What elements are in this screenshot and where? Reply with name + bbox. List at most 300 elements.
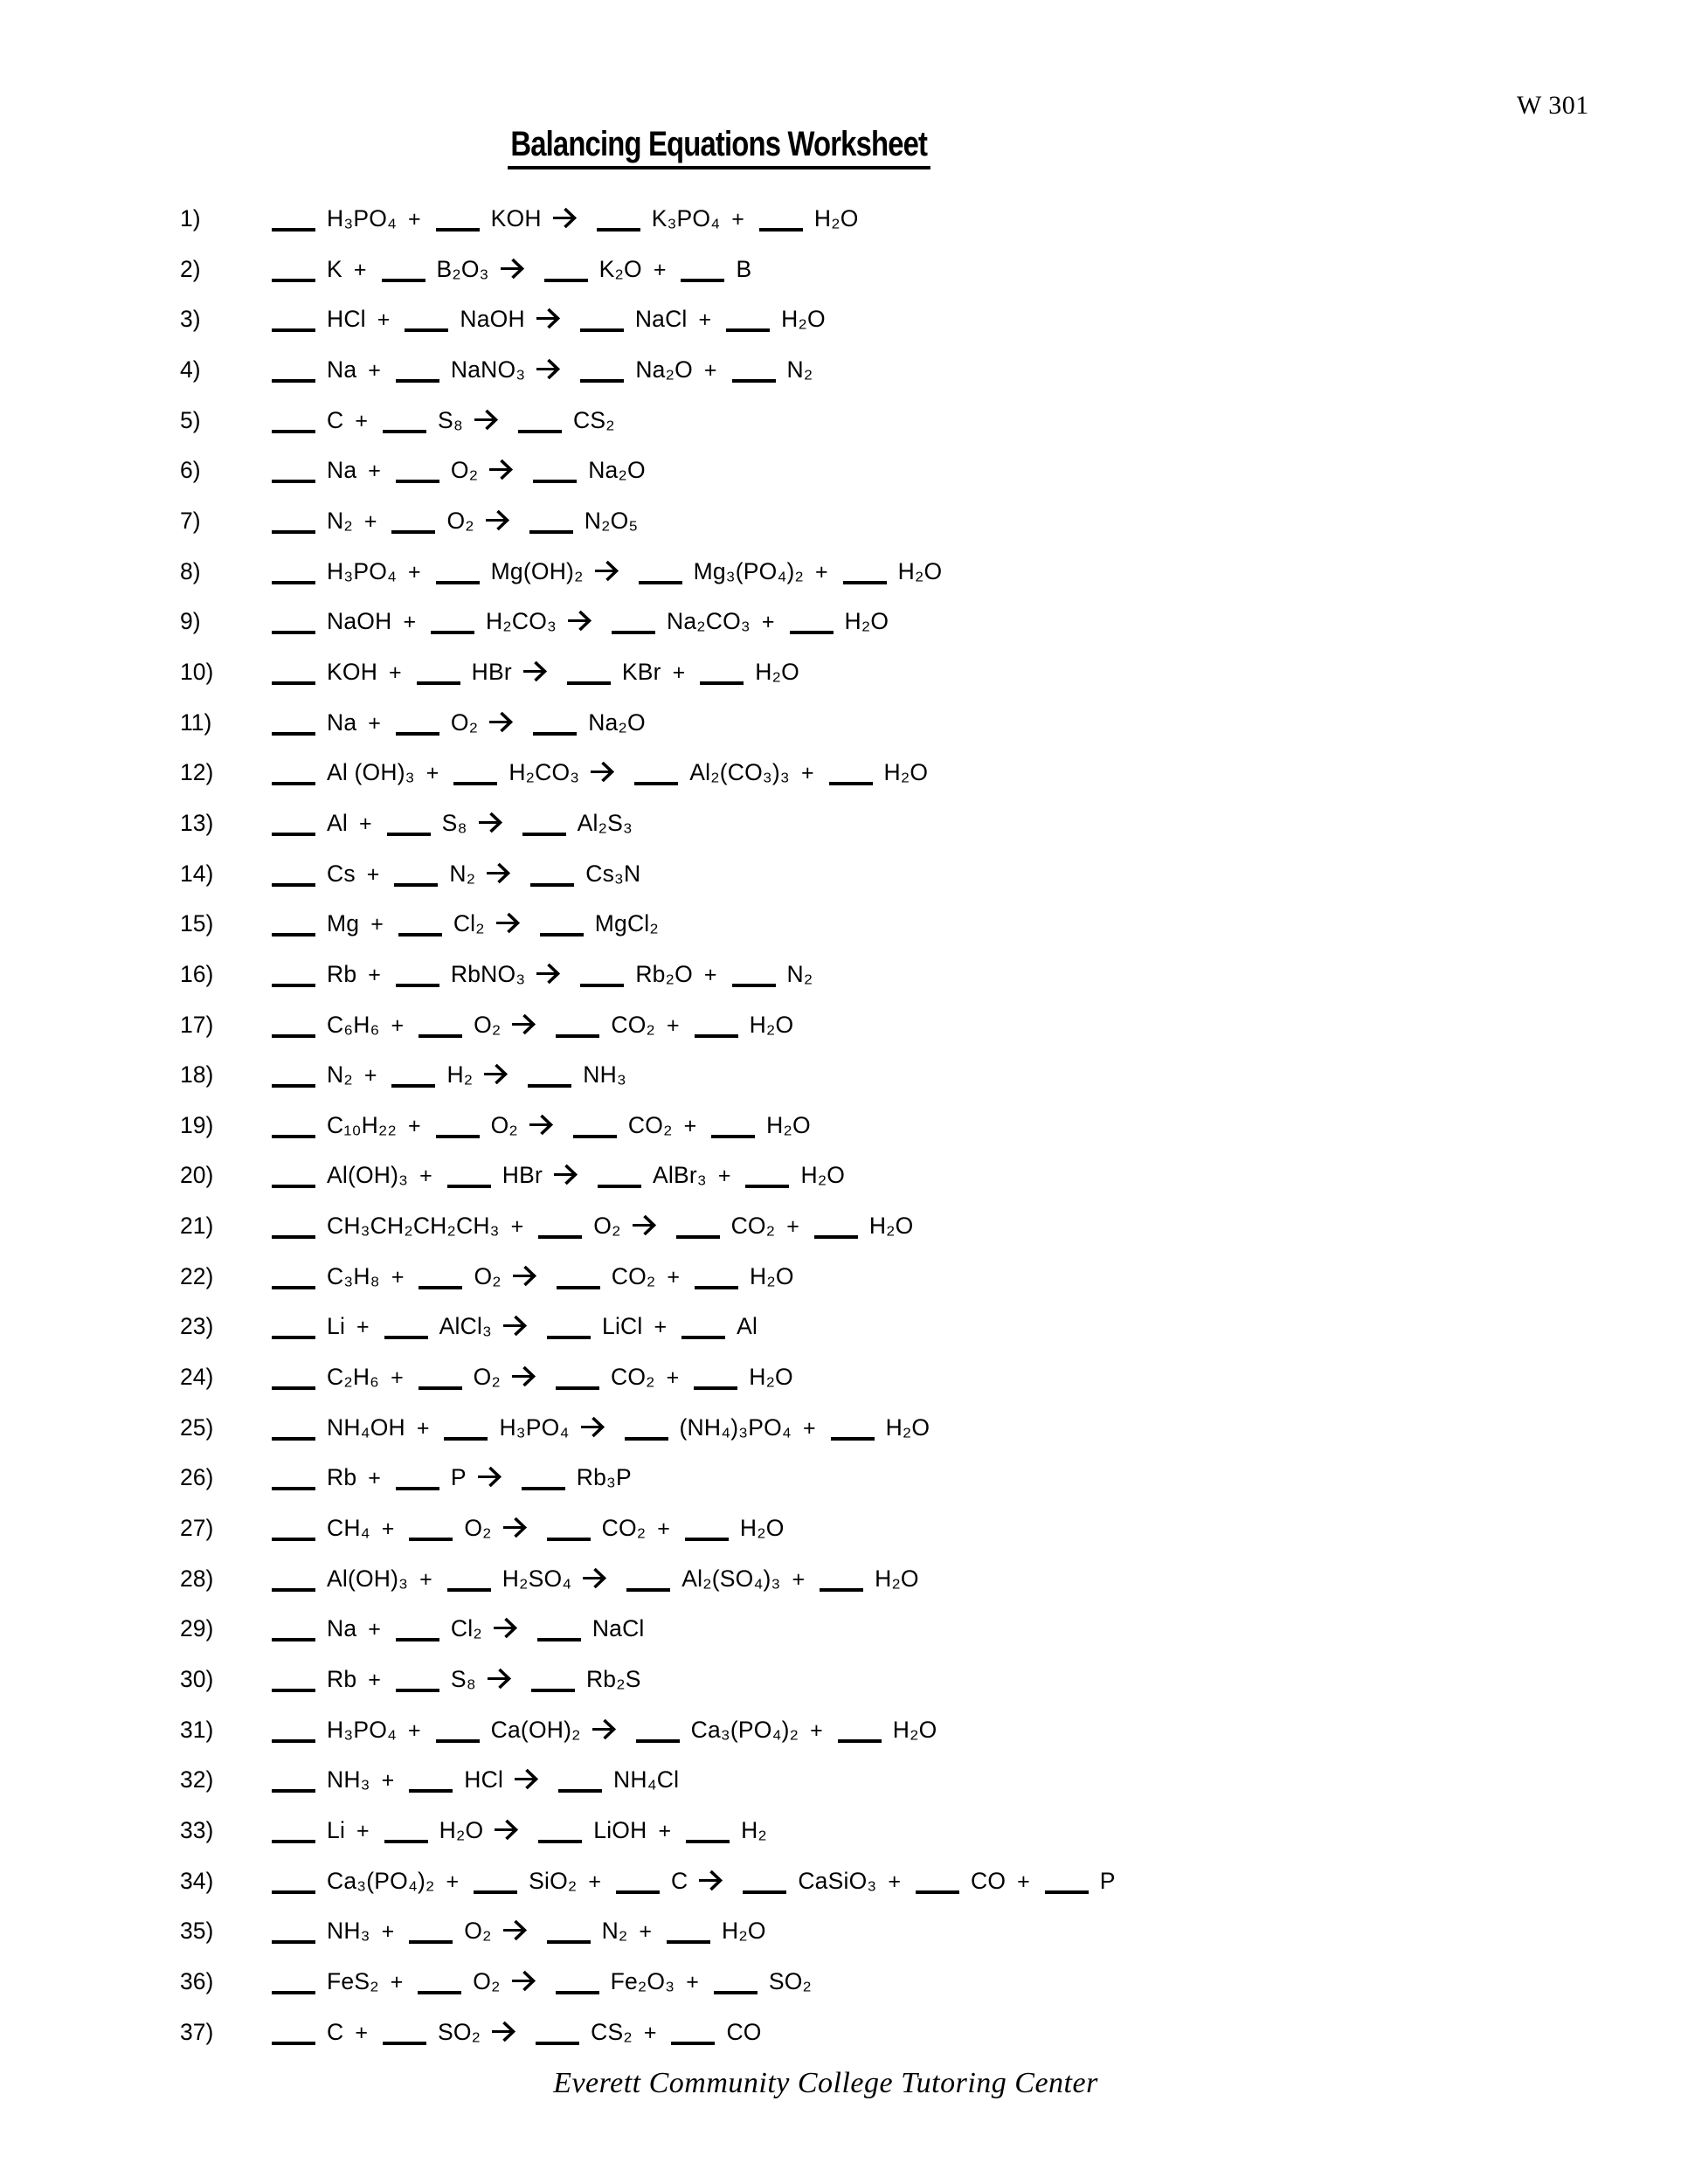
coefficient-blank	[536, 2037, 579, 2045]
coefficient-blank	[272, 526, 315, 534]
equation-number: 18)	[180, 1061, 214, 1089]
equation-row	[0, 748, 1688, 798]
equation-row	[0, 396, 1688, 446]
reaction-arrow	[536, 953, 562, 1004]
reaction-arrow	[511, 1004, 537, 1054]
reaction-arrow	[486, 853, 512, 903]
equation-row	[0, 245, 1688, 295]
plus-sign: +	[408, 207, 421, 232]
arrow-icon	[536, 357, 562, 381]
arrow-icon	[494, 1818, 520, 1842]
equation-row	[0, 1705, 1688, 1756]
arrow-icon	[485, 508, 511, 532]
reaction-arrow	[553, 1154, 579, 1205]
chemical-formula: KBr	[621, 658, 661, 685]
arrow-icon	[529, 1113, 555, 1137]
reaction-arrow	[493, 1607, 519, 1658]
coefficient-blank	[409, 1936, 453, 1944]
equation-number: 21)	[180, 1213, 214, 1240]
reaction-arrow	[488, 702, 515, 752]
plus-sign: +	[672, 660, 686, 685]
plus-sign: +	[761, 610, 775, 635]
reaction-arrow	[514, 1759, 540, 1809]
chemical-formula: N₂	[786, 356, 813, 383]
coefficient-blank	[533, 728, 577, 736]
reaction-arrow	[502, 1507, 529, 1558]
coefficient-blank	[436, 1735, 480, 1743]
coefficient-blank	[916, 1886, 959, 1894]
chemical-formula: O₂	[473, 1364, 501, 1391]
arrow-icon	[580, 1415, 606, 1439]
coefficient-blank	[814, 1231, 858, 1239]
chemical-formula: Na	[327, 457, 357, 484]
chemical-formula: H₂	[446, 1061, 474, 1089]
arrow-icon	[478, 811, 504, 834]
coefficient-blank	[537, 1634, 581, 1641]
coefficient-blank	[405, 324, 448, 332]
plus-sign: +	[353, 257, 367, 282]
coefficient-blank	[540, 929, 584, 936]
chemical-formula: Rb₃P	[576, 1464, 632, 1491]
coefficient-blank	[272, 1180, 315, 1188]
chemical-formula: Al₂(CO₃)₃	[689, 759, 790, 786]
equation-row	[0, 849, 1688, 900]
coefficient-blank	[419, 1030, 462, 1038]
chemical-formula: SO₂	[768, 1967, 813, 1994]
footer-credit: Everett Community College Tutoring Center	[553, 2067, 1098, 2099]
arrow-icon	[488, 710, 515, 734]
arrow-icon	[582, 1566, 608, 1590]
reaction-arrow	[511, 1356, 537, 1406]
coefficient-blank	[531, 1684, 575, 1692]
coefficient-blank	[538, 1835, 582, 1843]
coefficient-blank	[384, 1835, 428, 1843]
chemical-formula: CS₂	[591, 2018, 633, 2045]
coefficient-blank	[391, 526, 435, 534]
arrow-icon	[500, 257, 526, 280]
plus-sign: +	[657, 1517, 670, 1542]
equation-number: 32)	[180, 1766, 214, 1794]
plus-sign: +	[667, 1013, 680, 1038]
chemical-formula: CO	[971, 1867, 1007, 1894]
reaction-arrow	[594, 550, 620, 601]
plus-sign: +	[356, 1315, 370, 1340]
coefficient-blank	[436, 224, 480, 232]
arrow-icon	[512, 1264, 538, 1288]
equation-row	[0, 1806, 1688, 1856]
chemical-formula: P	[450, 1464, 467, 1491]
arrow-icon	[502, 1918, 529, 1942]
coefficient-blank	[829, 778, 873, 785]
chemical-formula: NH₄OH	[327, 1413, 405, 1441]
chemical-formula: O₂	[464, 1918, 492, 1945]
chemical-formula: H₂O	[885, 1413, 930, 1441]
plus-sign: +	[355, 408, 368, 433]
chemical-formula: LiCl	[602, 1313, 643, 1340]
equation-row	[0, 1604, 1688, 1655]
chemical-formula: Cs₃N	[585, 860, 641, 887]
chemical-formula: O₂	[464, 1515, 492, 1542]
coefficient-blank	[409, 1533, 453, 1541]
coefficient-blank	[681, 1331, 725, 1339]
coefficient-blank	[743, 1886, 786, 1894]
chemical-formula: N₂	[601, 1918, 628, 1945]
chemical-formula: Na	[327, 708, 357, 736]
page-title: Balancing Equations Worksheet	[508, 125, 930, 169]
coefficient-blank	[272, 1482, 315, 1490]
chemical-formula: CO₂	[627, 1111, 673, 1138]
plus-sign: +	[419, 1164, 432, 1189]
equation-number: 25)	[180, 1413, 214, 1441]
coefficient-blank	[431, 626, 474, 634]
plus-sign: +	[588, 1869, 601, 1894]
equation-row	[0, 1151, 1688, 1201]
plus-sign: +	[366, 861, 380, 887]
equation-number: 36)	[180, 1967, 214, 1994]
chemical-formula: C	[327, 2018, 344, 2045]
coefficient-blank	[383, 2037, 426, 2045]
coefficient-blank	[639, 577, 682, 584]
plus-sign: +	[639, 1919, 653, 1945]
coefficient-blank	[557, 1282, 600, 1289]
coefficient-blank	[533, 475, 577, 483]
equation-number: 16)	[180, 960, 214, 987]
coefficient-blank	[597, 224, 640, 232]
coefficient-blank	[272, 677, 315, 685]
equation-row	[0, 547, 1688, 598]
coefficient-blank	[530, 879, 574, 887]
equation-row	[0, 345, 1688, 396]
coefficient-blank	[580, 375, 624, 383]
chemical-formula: S₈	[450, 1666, 476, 1693]
chemical-formula: H₂O	[749, 1011, 794, 1038]
coefficient-blank	[625, 1433, 668, 1441]
chemical-formula: H₂O	[739, 1515, 785, 1542]
reaction-arrow	[591, 1709, 618, 1759]
chemical-formula: H₂O	[750, 1262, 794, 1289]
chemical-formula: Na₂CO₃	[667, 608, 751, 635]
equation-number: 9)	[180, 608, 201, 635]
chemical-formula: H₂O	[755, 658, 799, 685]
equation-number: 37)	[180, 2018, 214, 2045]
coefficient-blank	[580, 979, 624, 987]
coefficient-blank	[626, 1584, 670, 1592]
coefficient-blank	[391, 1080, 435, 1088]
coefficient-blank	[396, 475, 439, 483]
chemical-formula: NH₃	[327, 1766, 370, 1794]
coefficient-blank	[547, 1533, 591, 1541]
equation-number: 24)	[180, 1364, 214, 1391]
coefficient-blank	[272, 2037, 315, 2045]
coefficient-blank	[820, 1584, 863, 1592]
plus-sign: +	[368, 962, 381, 987]
arrow-icon	[552, 206, 578, 230]
arrow-icon	[536, 962, 562, 985]
plus-sign: +	[381, 1768, 395, 1794]
coefficient-blank	[272, 1130, 315, 1138]
coefficient-blank	[272, 1231, 315, 1239]
plus-sign: +	[368, 1617, 381, 1642]
chemical-formula: P	[1099, 1867, 1116, 1894]
plus-sign: +	[667, 1264, 681, 1289]
chemical-formula: H₂O	[439, 1817, 484, 1843]
plus-sign: +	[391, 1013, 405, 1038]
chemical-formula: Cs	[327, 860, 356, 887]
chemical-formula: MgCl₂	[594, 910, 659, 937]
equation-number: 34)	[180, 1867, 214, 1894]
coefficient-blank	[685, 1533, 729, 1541]
equation-number: 29)	[180, 1615, 214, 1642]
plus-sign: +	[802, 1415, 816, 1441]
equation-row	[0, 1906, 1688, 1957]
coefficient-blank	[556, 1987, 599, 1994]
chemical-formula: H₂O	[800, 1162, 846, 1189]
coefficient-blank	[444, 1433, 488, 1441]
course-code: W 301	[1517, 91, 1589, 120]
plus-sign: +	[815, 559, 828, 584]
chemical-formula: Li	[327, 1313, 346, 1340]
chemical-formula: H₂O	[766, 1111, 811, 1138]
plus-sign: +	[683, 1113, 697, 1138]
coefficient-blank	[1045, 1886, 1089, 1894]
chemical-formula: C₂H₆	[327, 1364, 380, 1391]
arrow-icon	[511, 1013, 537, 1036]
coefficient-blank	[272, 375, 315, 383]
equation-number: 20)	[180, 1162, 214, 1189]
coefficient-blank	[272, 1785, 315, 1793]
plus-sign: +	[888, 1869, 901, 1894]
arrow-icon	[488, 458, 515, 481]
reaction-arrow	[495, 902, 522, 953]
reaction-arrow	[529, 1104, 555, 1155]
coefficient-blank	[272, 425, 315, 433]
coefficient-blank	[409, 1785, 453, 1793]
chemical-formula: NH₃	[327, 1918, 370, 1945]
plus-sign: +	[363, 1063, 377, 1089]
coefficient-blank	[745, 1180, 789, 1188]
chemical-formula: H₂CO₃	[486, 608, 557, 635]
coefficient-blank	[636, 1735, 680, 1743]
coefficient-blank	[528, 1080, 571, 1088]
coefficient-blank	[538, 1231, 582, 1239]
coefficient-blank	[616, 1886, 660, 1894]
plus-sign: +	[686, 1969, 699, 1994]
chemical-formula: H₂O	[749, 1364, 793, 1391]
coefficient-blank	[695, 1030, 738, 1038]
arrow-icon	[522, 660, 549, 683]
chemical-formula: H₂O	[883, 759, 929, 786]
arrow-icon	[483, 1062, 509, 1086]
chemical-formula: H₂O	[892, 1716, 937, 1743]
chemical-formula: CO₂	[611, 1011, 656, 1038]
chemical-formula: NH₄Cl	[613, 1766, 680, 1794]
coefficient-blank	[790, 626, 834, 634]
equation-row	[0, 698, 1688, 749]
equation-row	[0, 194, 1688, 245]
plus-sign: +	[717, 1164, 731, 1189]
coefficient-blank	[732, 375, 776, 383]
coefficient-blank	[272, 1634, 315, 1641]
chemical-formula: H₂O	[875, 1565, 919, 1592]
equation-number: 30)	[180, 1666, 214, 1693]
coefficient-blank	[453, 778, 497, 785]
coefficient-blank	[272, 1282, 315, 1289]
equation-number: 14)	[180, 860, 214, 887]
coefficient-blank	[732, 979, 776, 987]
arrow-icon	[502, 1516, 529, 1539]
reaction-arrow	[590, 751, 616, 802]
equation-number: 6)	[180, 457, 201, 484]
chemical-formula: S₈	[437, 406, 464, 433]
coefficient-blank	[676, 1231, 720, 1239]
chemical-formula: CO₂	[730, 1213, 776, 1240]
plus-sign: +	[368, 1466, 381, 1491]
chemical-formula: Na₂O	[588, 457, 646, 484]
arrow-icon	[493, 1616, 519, 1640]
equation-row	[0, 1503, 1688, 1554]
equation-row	[0, 798, 1688, 849]
plus-sign: +	[408, 1717, 421, 1743]
chemical-formula: Rb₂S	[585, 1666, 641, 1693]
coefficient-blank	[711, 1130, 755, 1138]
chemical-formula: HCl	[327, 306, 366, 333]
chemical-formula: C	[327, 406, 344, 433]
plus-sign: +	[653, 257, 667, 282]
chemical-formula: H₂O	[722, 1918, 766, 1945]
chemical-formula: RbNO₃	[450, 960, 526, 987]
reaction-arrow	[580, 1406, 606, 1457]
equation-row	[0, 2008, 1688, 2058]
coefficient-blank	[447, 1180, 491, 1188]
chemical-formula: LiOH	[593, 1817, 647, 1843]
reaction-arrow	[500, 248, 526, 299]
chemical-formula: O₂	[474, 1011, 502, 1038]
coefficient-blank	[700, 677, 744, 685]
reaction-arrow	[491, 2011, 517, 2062]
coefficient-blank	[272, 1987, 315, 1994]
reaction-arrow	[632, 1205, 658, 1255]
equation-row	[0, 1101, 1688, 1151]
chemical-formula: Mg	[327, 910, 360, 937]
reaction-arrow	[483, 1054, 509, 1104]
plus-sign: +	[810, 1717, 823, 1743]
plus-sign: +	[800, 761, 814, 786]
plus-sign: +	[368, 459, 381, 484]
coefficient-blank	[474, 1886, 517, 1894]
plus-sign: +	[408, 1113, 421, 1138]
chemical-formula: H₂O	[868, 1213, 914, 1240]
arrow-icon	[594, 559, 620, 583]
chemical-formula: H₃PO₄	[327, 1716, 398, 1743]
plus-sign: +	[389, 660, 402, 685]
chemical-formula: Al (OH)₃	[327, 759, 415, 786]
title-container	[0, 125, 1437, 169]
coefficient-blank	[544, 274, 588, 282]
chemical-formula: NaNO₃	[450, 356, 526, 383]
coefficient-blank	[272, 1684, 315, 1692]
chemical-formula: B₂O₃	[436, 255, 489, 282]
coefficient-blank	[398, 929, 442, 936]
chemical-formula: K₃PO₄	[651, 205, 721, 232]
equation-list	[0, 194, 1688, 2057]
chemical-formula: O₂	[450, 457, 479, 484]
coefficient-blank	[419, 1282, 462, 1289]
chemical-formula: Cl₂	[450, 1615, 482, 1642]
plus-sign: +	[731, 207, 744, 232]
coefficient-blank	[272, 626, 315, 634]
plus-sign: +	[358, 811, 372, 836]
coefficient-blank	[272, 1382, 315, 1390]
plus-sign: +	[446, 1869, 460, 1894]
plus-sign: +	[408, 559, 421, 584]
equation-number: 23)	[180, 1313, 214, 1340]
coefficient-blank	[667, 1936, 710, 1944]
arrow-icon	[491, 2020, 517, 2043]
chemical-formula: C₆H₆	[327, 1011, 380, 1038]
coefficient-blank	[612, 626, 655, 634]
plus-sign: +	[658, 1819, 672, 1843]
chemical-formula: Rb	[327, 960, 357, 987]
chemical-formula: NaCl	[634, 306, 688, 333]
plus-sign: +	[792, 1566, 806, 1592]
chemical-formula: CH₃CH₂CH₂CH₃	[327, 1213, 500, 1240]
equation-number: 11)	[180, 708, 212, 736]
coefficient-blank	[396, 375, 439, 383]
coefficient-blank	[272, 1835, 315, 1843]
chemical-formula: H₃PO₄	[499, 1413, 570, 1441]
coefficient-blank	[272, 1331, 315, 1339]
coefficient-blank	[272, 1030, 315, 1038]
coefficient-blank	[759, 224, 803, 232]
chemical-formula: N₂	[786, 960, 813, 987]
coefficient-blank	[272, 1080, 315, 1088]
chemical-formula: CS₂	[573, 406, 615, 433]
equation-number: 2)	[180, 255, 201, 282]
equation-number: 8)	[180, 557, 201, 584]
arrow-icon	[632, 1213, 658, 1237]
equation-row	[0, 899, 1688, 950]
chemical-formula: Na₂O	[588, 708, 646, 736]
equation-number: 22)	[180, 1262, 214, 1289]
reaction-arrow	[552, 197, 578, 248]
coefficient-blank	[272, 274, 315, 282]
chemical-formula: CaSiO₃	[798, 1867, 877, 1894]
reaction-arrow	[698, 1860, 724, 1911]
chemical-formula: Ca₃(PO₄)₂	[690, 1716, 799, 1743]
chemical-formula: K	[327, 255, 342, 282]
plus-sign: +	[381, 1517, 395, 1542]
coefficient-blank	[567, 677, 611, 685]
reaction-arrow	[477, 1456, 503, 1507]
chemical-formula: Al	[737, 1313, 758, 1340]
coefficient-blank	[272, 577, 315, 584]
equation-number: 31)	[180, 1716, 214, 1743]
plus-sign: +	[698, 308, 712, 333]
chemical-formula: NaOH	[327, 608, 392, 635]
plus-sign: +	[370, 912, 384, 937]
chemical-formula: Mg(OH)₂	[490, 557, 584, 584]
equation-row	[0, 597, 1688, 647]
coefficient-blank	[272, 879, 315, 887]
chemical-formula: Al	[327, 809, 348, 836]
chemical-formula: Al(OH)₃	[327, 1565, 409, 1592]
plus-sign: +	[368, 1668, 381, 1693]
coefficient-blank	[272, 1533, 315, 1541]
equation-number: 5)	[180, 406, 201, 433]
equation-row	[0, 294, 1688, 345]
reaction-arrow	[494, 1809, 520, 1860]
equation-number: 26)	[180, 1464, 214, 1491]
